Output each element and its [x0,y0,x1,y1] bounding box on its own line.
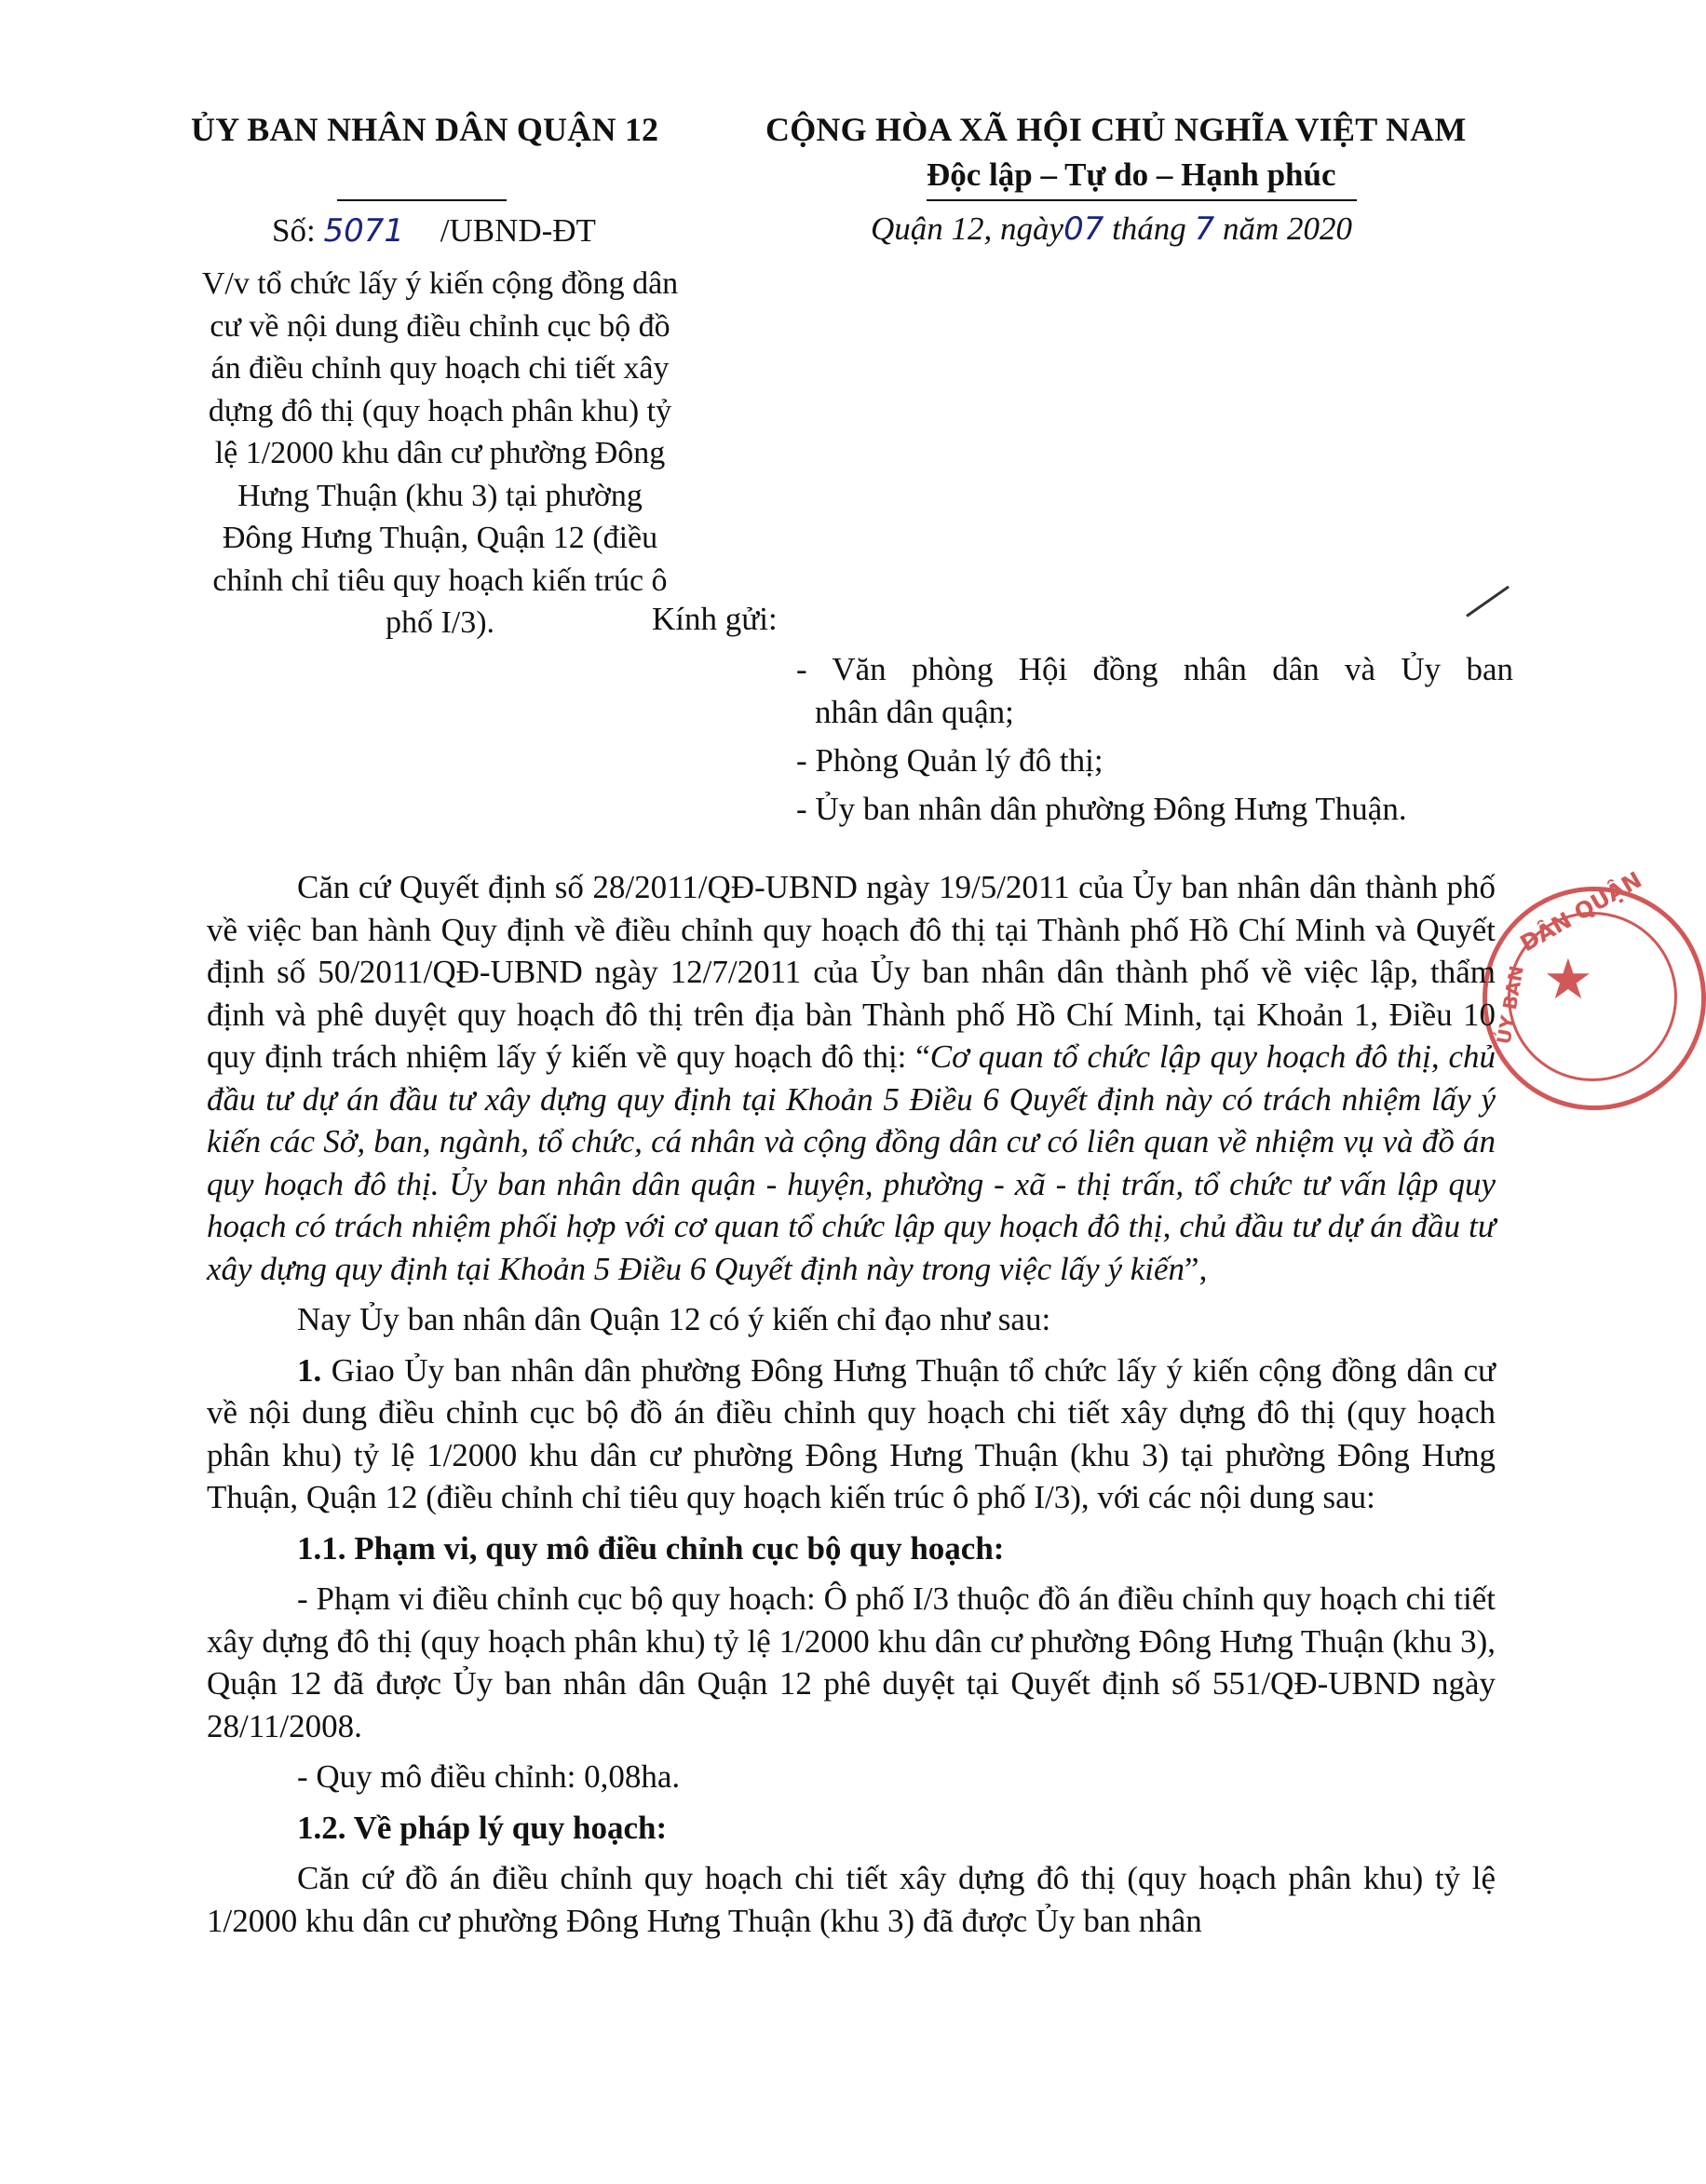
paragraph-legal-basis [207,866,1496,1290]
recipient-item: - Ủy ban nhân dân phường Đông Hưng Thuận. [796,791,1407,827]
date-day-handwritten: 07 [1063,210,1104,248]
legal-basis-text: Căn cứ Quyết định số 28/2011/QĐ-UBND ngày 19/5/2011 của Ủy ban nhân dân thành phố về việc ban hành Quy định về điều chỉnh quy hoạch đô thị tại Thành phố Hồ Chí Minh và Quyết định số 50/2011/QĐ-UBND ngày 12/7/2011 của Ủy ban nhân dân thành phố về việc lập, thẩm định và phê duyệt quy hoạch đô thị trên địa bàn Thành phố Hồ Chí Minh, tại Khoản 1, Điều 10 quy định trách nhiệm lấy ý kiến về quy hoạch đô thị: “ [207,869,1496,1075]
header-left-rule [337,199,507,201]
official-seal-stamp [1483,866,1706,1110]
doc-no-handwritten: 5071 [323,212,404,250]
recipient-item: - Văn phòng Hội đồng nhân dân và Ủy ban [796,651,1513,687]
legal-basis-quote: Cơ quan tổ chức lập quy hoạch đô thị, chủ đầu tư dự án đầu tư xây dựng quy định tại Khoản 5 Điều 6 Quyết định này có trách nhiệm lấy ý kiến các Sở, ban, ngành, tổ chức, cá nhân và cộng đồng dân cư có liên quan về nhiệm vụ và đồ án quy hoạch đô thị. Ủy ban nhân dân quận - huyện, phường - xã - thị trấn, tổ chức tư vấn lập quy hoạch có trách nhiệm phối hợp với cơ quan tổ chức lập quy hoạch đô thị, chủ đầu tư dự án đầu tư xây dựng quy định tại Khoản 5 Điều 6 Quyết định này trong việc lấy ý kiến [207,1038,1496,1287]
date-year-label: năm [1222,210,1280,247]
doc-no-suffix: /UBND-ĐT [440,212,596,249]
item-1-number: 1. [297,1351,322,1389]
date-month-label: tháng [1112,210,1186,247]
recipient-item: - Phòng Quản lý đô thị; [796,742,1103,779]
subject-block: V/v tổ chức lấy ý kiến cộng đồng dân cư về nội dung điều chỉnh cục bộ đồ án điều chỉnh quy hoạch chi tiết xây dựng đô thị (quy hoạch phân khu) tỷ lệ 1/2000 khu dân cư phường Đông Hưng Thuận (khu 3) tại phường Đông Hưng Thuận, Quận 12 (điều chỉnh chỉ tiêu quy hoạch kiến trúc ô phố I/3). [201,266,679,640]
seal-text-top: DÂN QUẬN [1515,866,1646,957]
seal-text-side: ỦY BAN [1492,963,1528,1047]
item-1-text: Giao Ủy ban nhân dân phường Đông Hưng Thuận tổ chức lấy ý kiến cộng đồng dân cư về nội dung điều chỉnh cục bộ đồ án điều chỉnh quy hoạch chi tiết xây dựng đô thị (quy hoạch phân khu) tỷ lệ 1/2000 khu dân cư phường Đông Hưng Thuận (khu 3) tại phường Đông Hưng Thuận, Quận 12 (điều chỉnh chỉ tiêu quy hoạch kiến trúc ô phố I/3), với các nội dung sau: [207,1351,1496,1515]
recipients-list [796,648,1513,831]
national-motto: Độc lập – Tự do – Hạnh phúc [927,156,1336,193]
paragraph-legal-planning: Căn cứ đồ án điều chỉnh quy hoạch chi tiết xây dựng đô thị (quy hoạch phân khu) tỷ lệ 1/2000 khu dân cư phường Đông Hưng Thuận (khu 3) đã được Ủy ban nhân [207,1860,1496,1939]
issuing-organization: ỦY BAN NHÂN DÂN QUẬN 12 [191,111,659,148]
date-line [871,210,1352,248]
paragraph-scope: - Phạm vi điều chỉnh cục bộ quy hoạch: Ô phố I/3 thuộc đồ án điều chỉnh quy hoạch chi tiết xây dựng đô thị (quy hoạch phân khu) tỷ lệ 1/2000 khu dân cư phường Đông Hưng Thuận (khu 3), Quận 12 đã được Ủy ban nhân dân Quận 12 phê duyệt tại Quyết định số 551/QĐ-UBND ngày 28/11/2008. [207,1580,1496,1744]
legal-basis-end: ”, [1185,1250,1208,1287]
date-month-handwritten: 7 [1194,210,1215,248]
national-title: CỘNG HÒA XÃ HỘI CHỦ NGHĨA VIỆT NAM [765,111,1467,148]
date-year: 2020 [1286,210,1352,247]
paragraph-scale: - Quy mô điều chỉnh: 0,08ha. [297,1758,681,1795]
doc-no-prefix: Số: [272,212,316,249]
seal-emblem-icon: ★ [1543,949,1593,1011]
paragraph-item-1 [207,1350,1496,1519]
recipients-label: Kính gửi: [652,601,778,637]
paragraph-directive-intro: Nay Ủy ban nhân dân Quận 12 có ý kiến chỉ đạo như sau: [297,1301,1051,1337]
date-prefix: Quận 12, ngày [871,210,1064,247]
document-number [272,212,596,250]
handwritten-tick-mark [1466,586,1510,617]
header-right-rule [927,199,1357,201]
heading-1-2: 1.2. Về pháp lý quy hoạch: [297,1809,668,1846]
recipient-item-continued: nhân dân quận; [815,694,1014,730]
heading-1-1: 1.1. Phạm vi, quy mô điều chỉnh cục bộ quy hoạch: [297,1529,1005,1567]
document-body [207,866,1496,1942]
